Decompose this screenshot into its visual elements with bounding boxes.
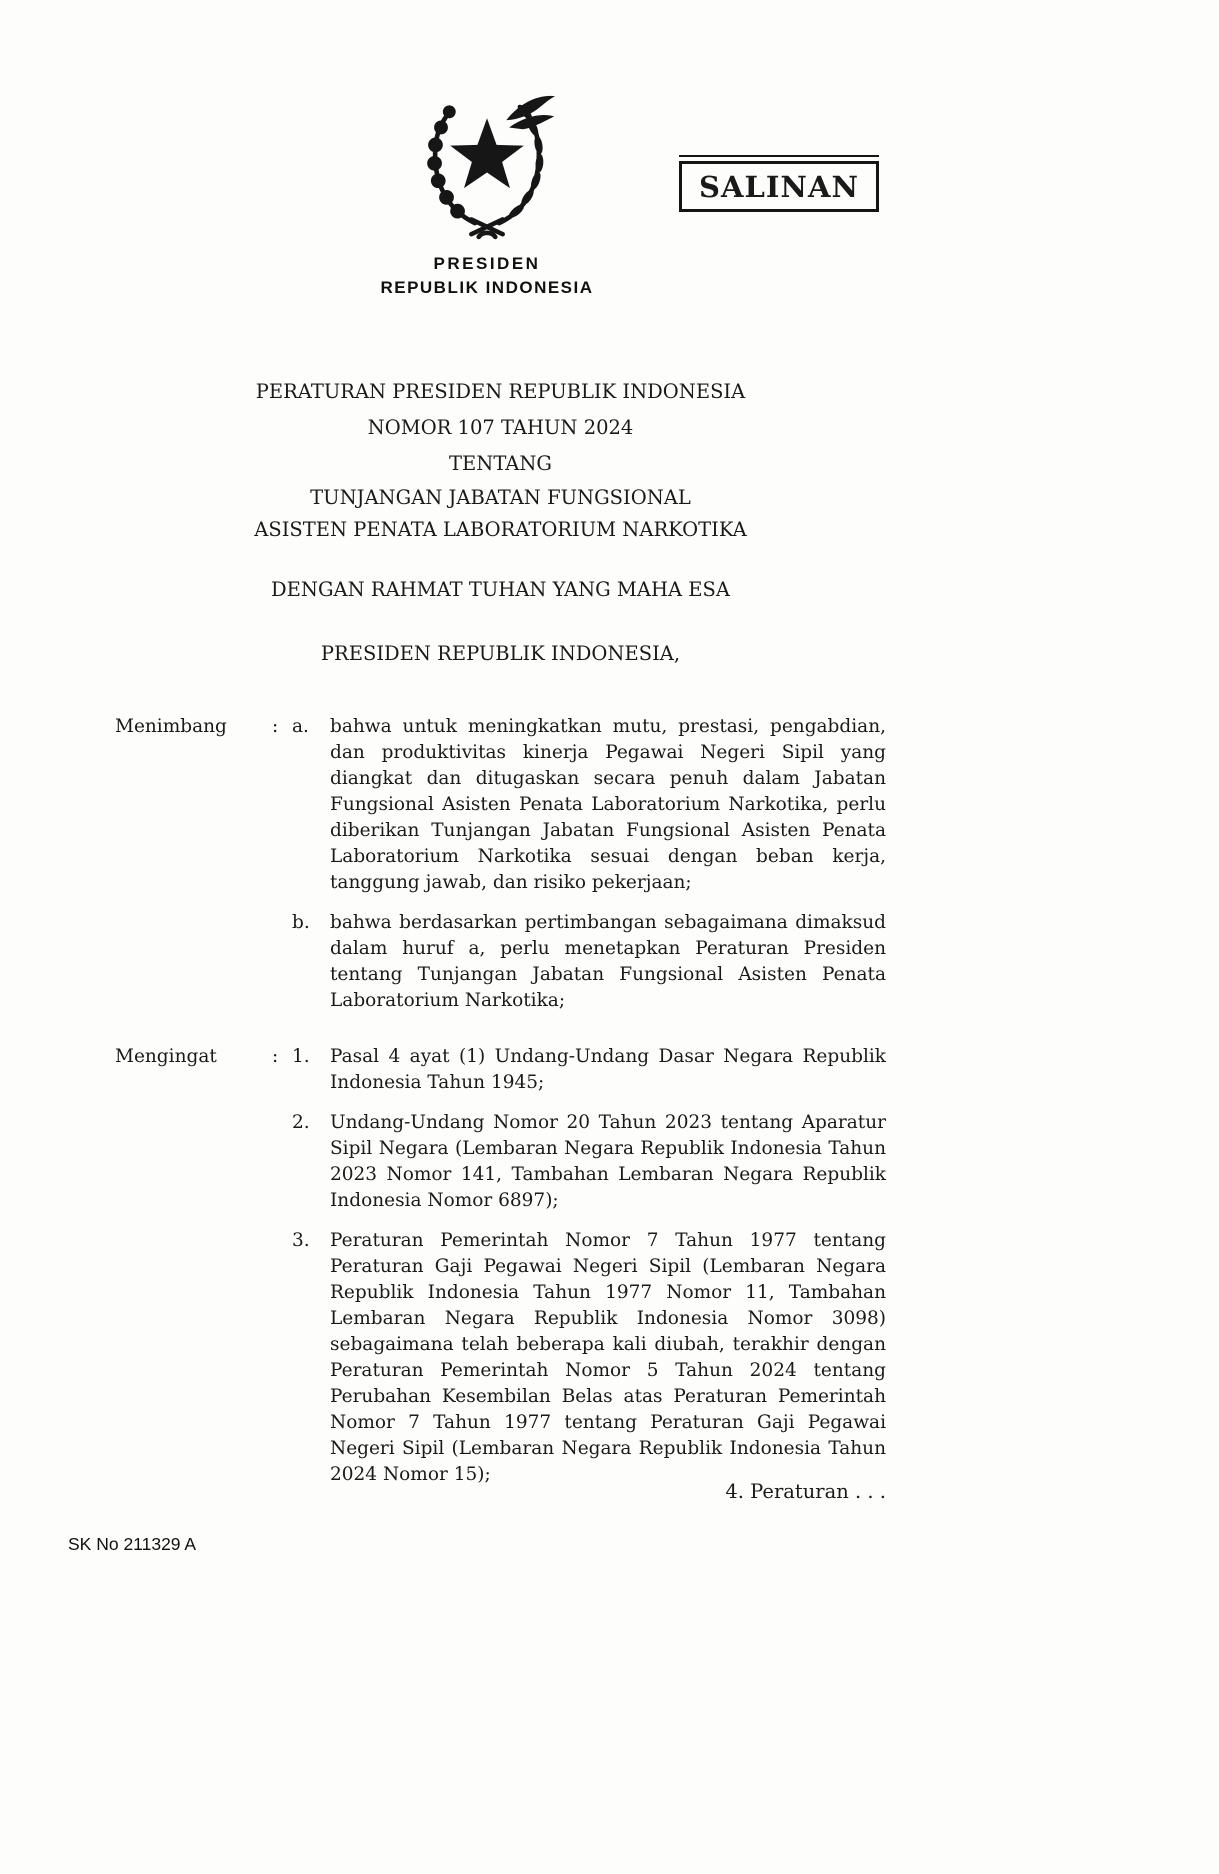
regulation-subject-line1: TUNJANGAN JABATAN FUNGSIONAL bbox=[310, 486, 691, 509]
regulation-tentang: TENTANG bbox=[449, 452, 552, 475]
menimbang-item-a-marker: a. bbox=[292, 716, 309, 737]
menimbang-item-b-marker: b. bbox=[292, 912, 310, 933]
letterhead-republik-indonesia: REPUBLIK INDONESIA bbox=[380, 278, 594, 297]
salinan-stamp bbox=[679, 161, 879, 212]
mengingat-colon: : bbox=[272, 1046, 279, 1067]
sk-number: SK No 211329 A bbox=[68, 1534, 197, 1554]
page-catchword: 4. Peraturan . . . bbox=[725, 1480, 886, 1503]
menimbang-item-a-text: bahwa untuk meningkatkan mutu, prestasi, pengabdian, dan produktivitas kinerja Pegawai Negeri Sipil yang diangkat dan ditugaskan secara penuh dalam Jabatan Fungsional Asisten Penata Laboratorium Narkotika, perlu diberikan Tunjangan Jabatan Fungsional Asisten Penata Laboratorium Narkotika sesuai dengan beban kerja, tanggung jawab, dan risiko pekerjaan; bbox=[330, 716, 886, 893]
menimbang-items bbox=[292, 714, 886, 1014]
mengingat-label: Mengingat bbox=[115, 1046, 217, 1067]
menimbang-colon: : bbox=[272, 716, 279, 737]
menimbang-item-b bbox=[292, 910, 886, 1014]
menimbang-section bbox=[115, 714, 886, 1014]
regulation-subject-line2: ASISTEN PENATA LABORATORIUM NARKOTIKA bbox=[254, 518, 747, 541]
presidential-seal-icon bbox=[418, 88, 556, 246]
mengingat-item-3-text: Peraturan Pemerintah Nomor 7 Tahun 1977 tentang Peraturan Gaji Pegawai Negeri Sipil (Lembaran Negara Republik Indonesia Tahun 1977 Nomor 11, Tambahan Lembaran Negara Republik Indonesia Nomor 3098) sebagaimana telah beberapa kali diubah, terakhir dengan Peraturan Pemerintah Nomor 5 Tahun 2024 tentang Perubahan Kesembilan Belas atas Peraturan Pemerintah Nomor 7 Tahun 1977 tentang Peraturan Gaji Pegawai Negeri Sipil (Lembaran Negara Republik Indonesia Tahun 2024 Nomor 15); bbox=[330, 1230, 886, 1485]
enacting-authority-line: PRESIDEN REPUBLIK INDONESIA, bbox=[320, 642, 681, 665]
invocation-line: DENGAN RAHMAT TUHAN YANG MAHA ESA bbox=[271, 578, 730, 601]
mengingat-items bbox=[292, 1044, 886, 1488]
menimbang-item-a bbox=[292, 714, 886, 896]
salinan-stamp-label: SALINAN bbox=[699, 169, 859, 204]
menimbang-label: Menimbang bbox=[115, 716, 227, 737]
letterhead bbox=[287, 254, 687, 298]
mengingat-item-1-marker: 1. bbox=[292, 1046, 310, 1067]
mengingat-section bbox=[115, 1044, 886, 1488]
regulation-number: NOMOR 107 TAHUN 2024 bbox=[367, 416, 634, 439]
menimbang-item-b-text: bahwa berdasarkan pertimbangan sebagaimana dimaksud dalam huruf a, perlu menetapkan Peraturan Presiden tentang Tunjangan Jabatan Fungsional Asisten Penata Laboratorium Narkotika; bbox=[330, 912, 886, 1011]
mengingat-item-1-text: Pasal 4 ayat (1) Undang-Undang Dasar Negara Republik Indonesia Tahun 1945; bbox=[330, 1046, 886, 1093]
mengingat-item-2-marker: 2. bbox=[292, 1112, 310, 1133]
mengingat-item-2 bbox=[292, 1110, 886, 1214]
regulation-title-line1: PERATURAN PRESIDEN REPUBLIK INDONESIA bbox=[255, 380, 746, 403]
mengingat-item-2-text: Undang-Undang Nomor 20 Tahun 2023 tentang Aparatur Sipil Negara (Lembaran Negara Republik Indonesia Tahun 2023 Nomor 141, Tambahan Lembaran Negara Republik Indonesia Nomor 6897); bbox=[330, 1112, 886, 1211]
mengingat-item-3-marker: 3. bbox=[292, 1230, 310, 1251]
letterhead-presiden: PRESIDEN bbox=[433, 254, 541, 273]
mengingat-item-3 bbox=[292, 1228, 886, 1488]
document-body bbox=[115, 374, 886, 1488]
mengingat-item-1 bbox=[292, 1044, 886, 1096]
